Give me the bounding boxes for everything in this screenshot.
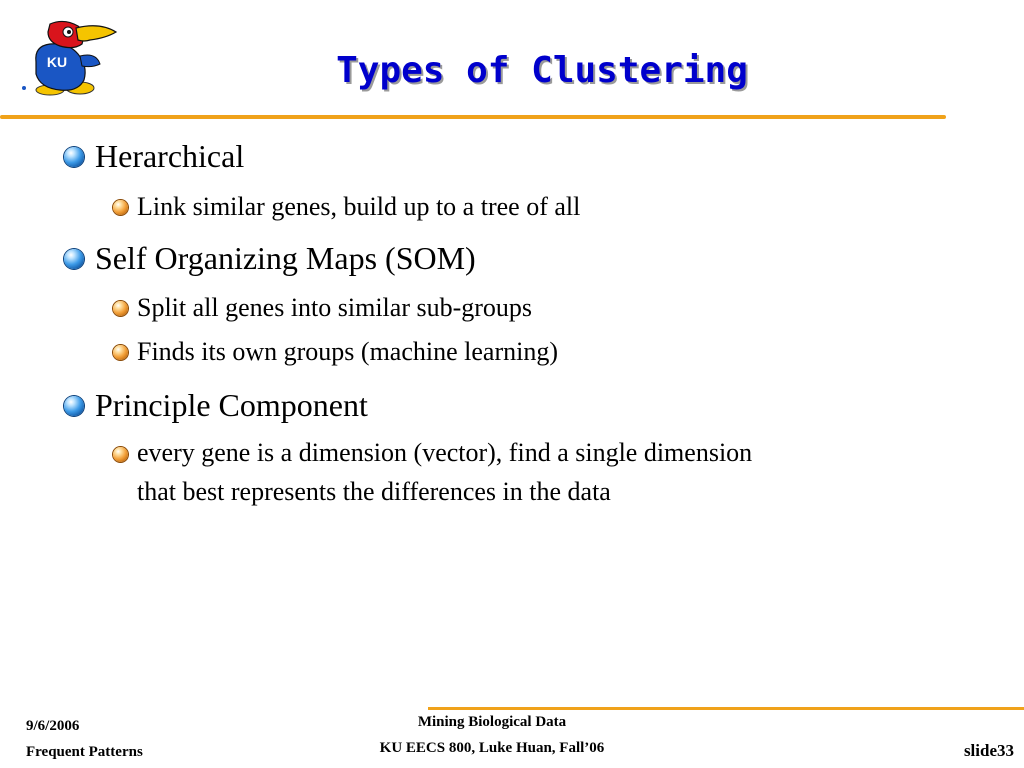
- bullet-level2: Finds its own groups (machine learning): [137, 337, 558, 366]
- footer-course-info: KU EECS 800, Luke Huan, Fall’06: [379, 740, 605, 756]
- bullet-point-icon: [64, 396, 84, 416]
- footer-divider: [428, 707, 1024, 710]
- sub-bullet-point-icon: [113, 345, 128, 360]
- bullet-level2: every gene is a dimension (vector), find a single dimension: [137, 438, 753, 467]
- footer-date: 9/6/2006: [26, 718, 80, 734]
- bullet-level1: Self Organizing Maps (SOM): [95, 240, 476, 276]
- sub-bullet-point-icon: [113, 447, 128, 462]
- bullet-level2: Link similar genes, build up to a tree of all: [137, 192, 581, 221]
- sub-bullet-point-icon: [113, 301, 128, 316]
- bullet-level1: Herarchical: [95, 138, 245, 174]
- bullet-level2: Split all genes into similar sub-groups: [137, 293, 533, 322]
- slide-number: slide33: [963, 741, 1014, 760]
- bullet-point-icon: [64, 249, 84, 269]
- title-divider: [0, 115, 946, 119]
- sub-bullet-point-icon: [113, 200, 128, 215]
- slide-title: Types of Clustering: [336, 50, 748, 91]
- logo-text: KU: [46, 54, 68, 70]
- footer-topic: Frequent Patterns: [26, 744, 143, 760]
- bullet-level2-continuation: that best represents the differences in the data: [137, 477, 611, 506]
- bullet-point-icon: [64, 147, 84, 167]
- bullet-level1: Principle Component: [95, 387, 368, 423]
- footer-course-title: Mining Biological Data: [417, 714, 567, 730]
